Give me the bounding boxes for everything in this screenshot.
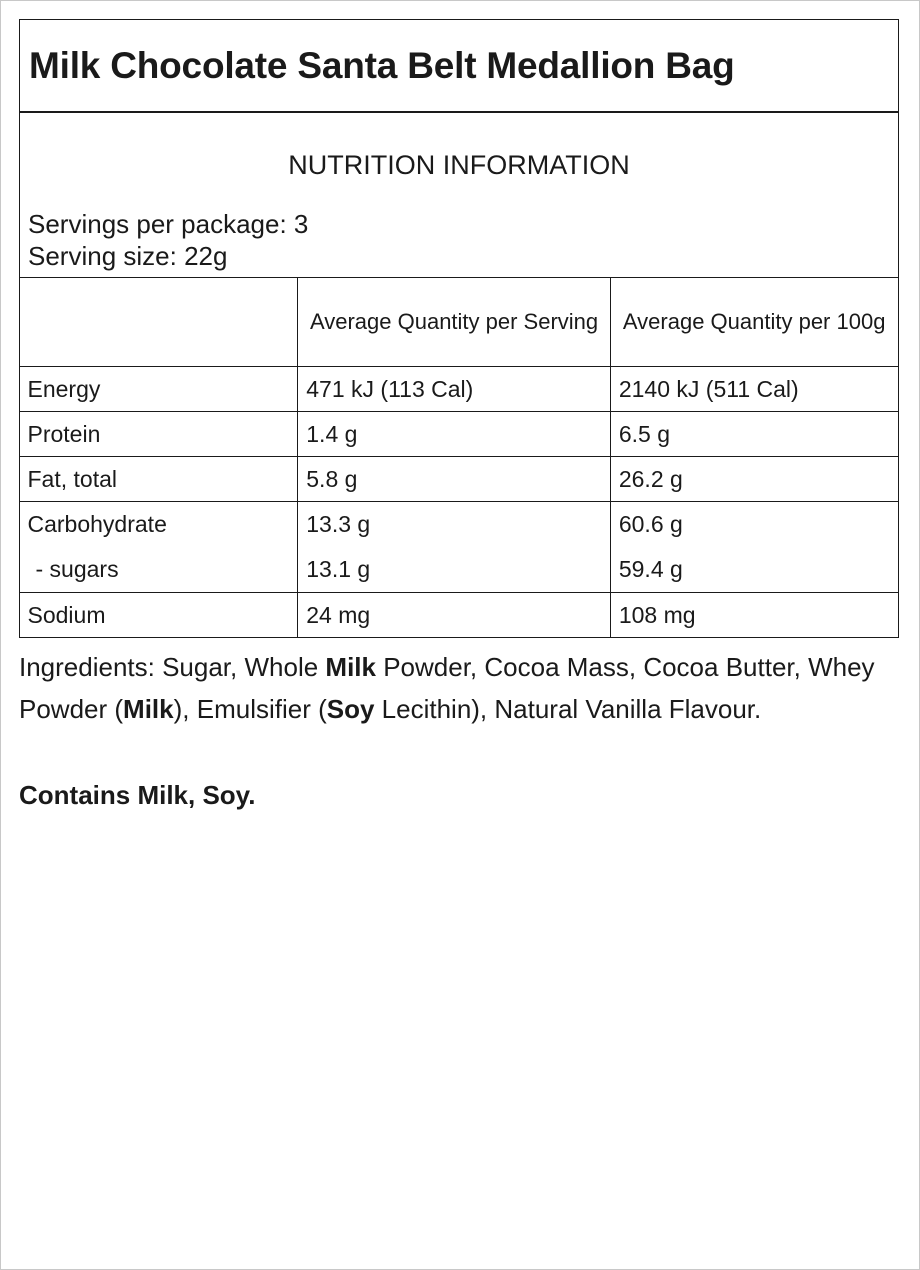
column-header-per-100g: Average Quantity per 100g [610,278,898,367]
per-serving-value: 1.4 g [298,412,611,457]
row-label: Protein [19,412,298,457]
row-label: Energy [19,367,298,412]
servings-per-package: Servings per package: 3 [28,209,309,239]
serving-size: Serving size: 22g [28,241,228,271]
product-title: Milk Chocolate Santa Belt Medallion Bag [29,45,735,86]
per-100g-value-group [610,502,898,593]
column-header-per-serving: Average Quantity per Serving [298,278,611,367]
per-100g-value: 2140 kJ (511 Cal) [610,367,898,412]
row-label-group [19,502,298,593]
allergen-text: Milk [325,652,376,682]
header-blank-cell [19,278,298,367]
nutrition-heading: NUTRITION INFORMATION [288,150,630,180]
table-row [19,457,898,502]
per-serving-value: 13.3 g [306,511,371,537]
row-label: Carbohydrate [27,511,167,537]
allergen-text: Soy [326,694,375,724]
per-100g-value: 60.6 g [618,511,683,537]
table-row [19,593,898,638]
ingredients-text [19,646,889,730]
per-serving-value: 13.1 g [306,556,371,582]
per-serving-value: 471 kJ (113 Cal) [298,367,611,412]
per-100g-value: 108 mg [610,593,898,638]
table-row [19,502,898,593]
per-100g-value: 59.4 g [618,556,683,582]
row-label: Fat, total [19,457,298,502]
allergen-statement: Contains Milk, Soy. [19,780,256,810]
table-row [19,367,898,412]
per-100g-value: 26.2 g [610,457,898,502]
per-100g-value: 6.5 g [610,412,898,457]
ingredients-text-part: Lecithin), Natural Vanilla Flavour. [374,694,762,724]
per-serving-value: 5.8 g [298,457,611,502]
ingredients-text-part: Powder, Cocoa Mass, Cocoa Butter, Whey Powder ( [19,652,875,724]
table-row [19,412,898,457]
allergen-text: Milk [123,694,174,724]
per-serving-value: 24 mg [298,593,611,638]
row-label: Sodium [19,593,298,638]
sub-row-label: - sugars [35,556,119,582]
nutrition-table [19,277,899,638]
ingredients-text-part: Ingredients: Sugar, Whole [19,652,326,682]
per-serving-value-group [298,502,611,593]
ingredients-text-part: ), Emulsifier ( [173,694,327,724]
table-header-row [19,278,898,367]
title-box [19,19,899,113]
nutrition-panel [19,111,899,638]
